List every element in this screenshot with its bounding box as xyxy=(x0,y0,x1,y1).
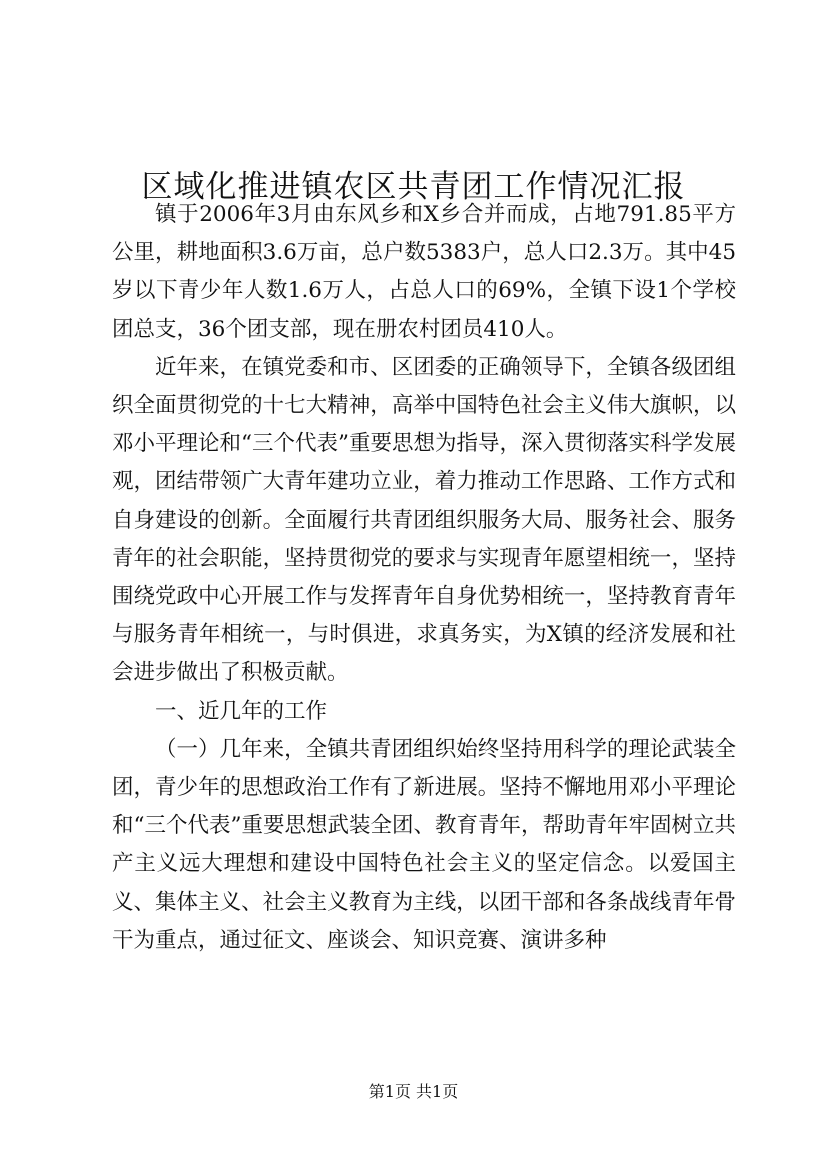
section-heading-recent-work: 一、近几年的工作 xyxy=(155,698,328,724)
document-title: 区域化推进镇农区共青团工作情况汇报 xyxy=(141,168,686,205)
paragraph-recent-years: 近年来，在镇党委和市、区团委的正确领导下，全镇各级团组织全面贯彻党的十七大精神，高举中国特色社会主义伟大旗帜，以邓小平理论和“三个代表”重要思想为指导，深入贯彻落实科学发展观，团结带领广大青年建功立业，着力推动工作思路、工作方式和自身建设的创新。全面履行共青团组织服务大局、服务社会、服务青年的社会职能，坚持贯彻党的要求与实现青年愿望相统一，坚持围绕党政中心开展工作与发挥青年自身优势相统一，坚持教育青年与服务青年相统一，与时俱进，求真务实，为X镇的经济发展和社会进步做出了积极贡献。 xyxy=(112,354,736,686)
paragraph-ideological-work: （一）几年来，全镇共青团组织始终坚持用科学的理论武装全团，青少年的思想政治工作有了新进展。坚持不懈地用邓小平理论和“三个代表”重要思想武装全团、教育青年，帮助青年牢固树立共产主义远大理想和建设中国特色社会主义的坚定信念。以爱国主义、集体主义、社会主义教育为主线，以团干部和各条战线青年骨干为重点，通过征文、座谈会、知识竞赛、演讲多种 xyxy=(112,736,736,953)
paragraph-town-overview: 镇于2006年3月由东风乡和X乡合并而成，占地791.85平方公里，耕地面积3.6万亩，总户数5383户，总人口2.3万。其中45岁以下青少年人数1.6万人，占总人口的69%，全镇下设1个学校团总支，36个团支部，现在册农村团员410人。 xyxy=(112,202,736,342)
document-body xyxy=(112,196,736,960)
page-footer: 第1页 共1页 xyxy=(368,1082,459,1101)
